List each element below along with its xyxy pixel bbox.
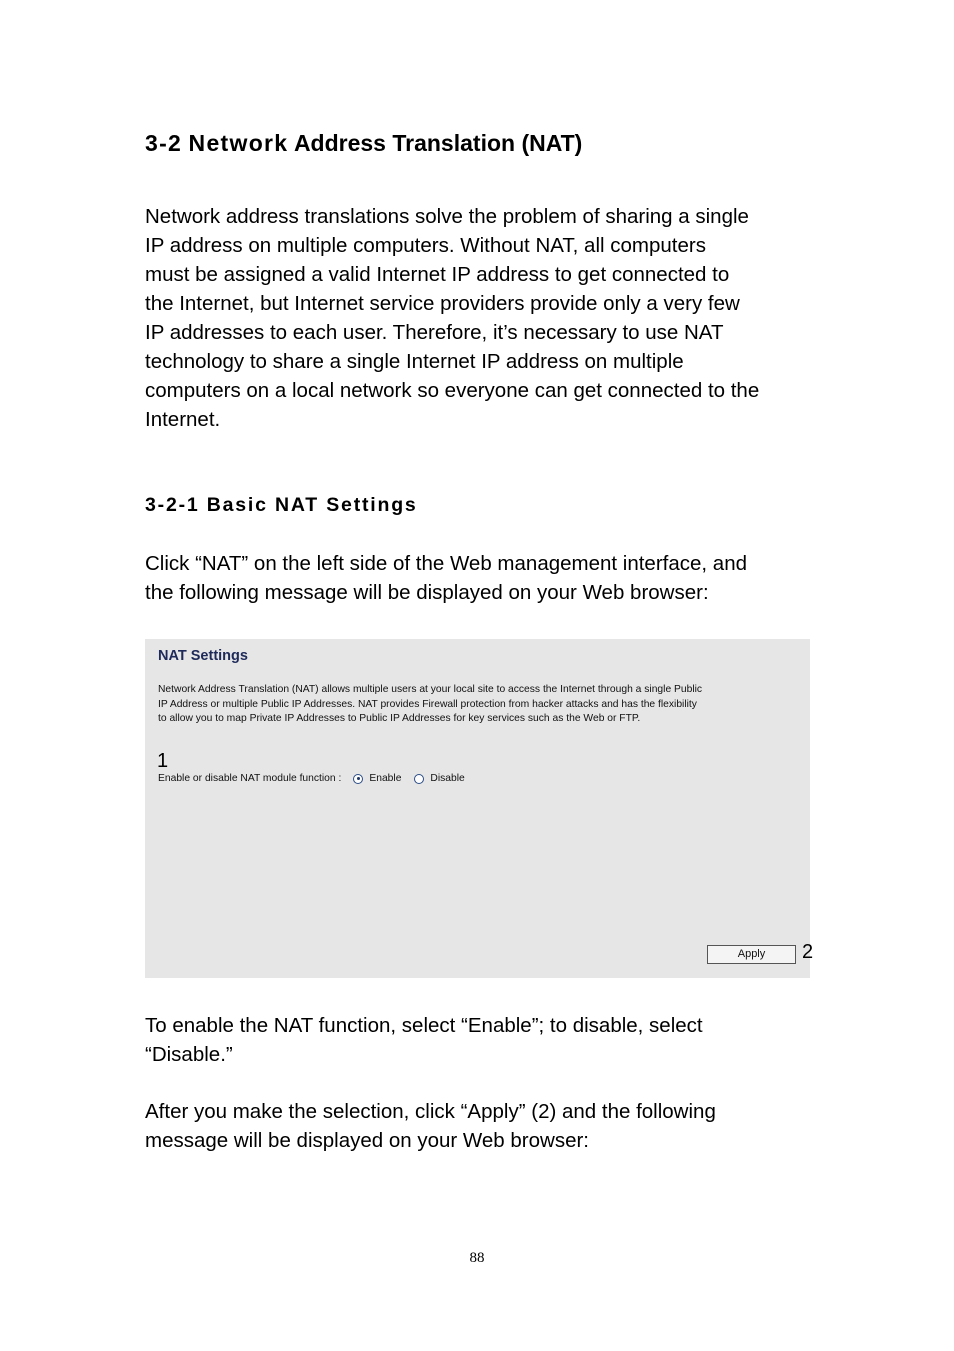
text-line: computers on a local network so everyone can get connected to the	[145, 379, 760, 402]
instruction-paragraph	[145, 549, 825, 607]
nat-description	[158, 683, 808, 727]
text-line: “Disable.”	[145, 1043, 233, 1066]
section-number: 3-2	[145, 130, 183, 156]
callout-1: 1	[157, 750, 169, 772]
text-line: IP address on multiple computers. Without NAT, all computers	[145, 234, 706, 257]
description-line: Network Address Translation (NAT) allows multiple users at your local site to access the Internet through a single Public	[158, 684, 703, 695]
section-network-word: Network	[188, 130, 289, 156]
nat-toggle-label: Enable or disable NAT module function :	[158, 773, 342, 784]
page-number: 88	[469, 1250, 485, 1266]
text-line: After you make the selection, click “Apply” (2) and the following	[145, 1100, 716, 1123]
nat-settings-screenshot	[145, 639, 814, 978]
apply-button[interactable]: Apply	[707, 945, 796, 964]
subsection-heading: 3-2-1 Basic NAT Settings	[145, 494, 418, 516]
disable-radio[interactable]	[414, 774, 424, 784]
text-line: must be assigned a valid Internet IP address to get connected to	[145, 263, 730, 286]
nat-toggle-row	[158, 773, 465, 784]
enable-radio[interactable]	[353, 774, 363, 784]
text-line: the Internet, but Internet service providers provide only a very few	[145, 292, 740, 315]
nat-settings-title: NAT Settings	[158, 648, 248, 664]
text-line: message will be displayed on your Web browser:	[145, 1129, 590, 1152]
text-line: Click “NAT” on the left side of the Web management interface, and	[145, 552, 748, 575]
section-title-rest: Address Translation (NAT)	[293, 130, 583, 156]
section-heading	[145, 130, 582, 157]
enable-paragraph	[145, 1011, 825, 1069]
text-line: IP addresses to each user. Therefore, it’s necessary to use NAT	[145, 321, 724, 344]
callout-2: 2	[802, 941, 814, 963]
enable-radio-label[interactable]: Enable	[369, 773, 402, 784]
text-line: technology to share a single Internet IP address on multiple	[145, 350, 684, 373]
description-line: to allow you to map Private IP Addresses to Public IP Addresses for key services such as the Web or FTP.	[158, 713, 641, 724]
text-line: Internet.	[145, 408, 221, 431]
text-line: the following message will be displayed on your Web browser:	[145, 581, 709, 604]
text-line: Network address translations solve the problem of sharing a single	[145, 205, 749, 228]
description-line: IP Address or multiple Public IP Addresses. NAT provides Firewall protection from hacker attacks and has the flexibility	[158, 698, 697, 710]
apply-paragraph	[145, 1097, 825, 1155]
intro-paragraph	[145, 202, 825, 434]
disable-radio-label[interactable]: Disable	[430, 773, 465, 784]
text-line: To enable the NAT function, select “Enable”; to disable, select	[145, 1014, 703, 1037]
